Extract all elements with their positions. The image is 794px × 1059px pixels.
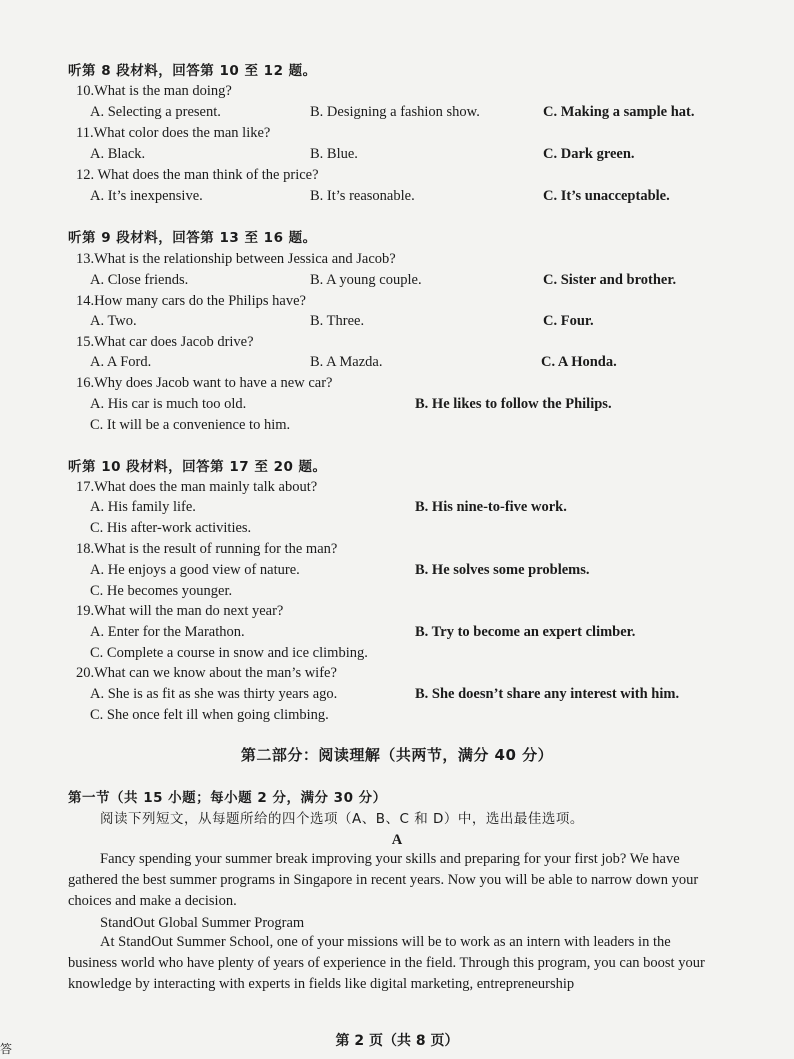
margin-mark: 答 — [0, 1042, 13, 1056]
q15-option-c: C. A Honda. — [541, 354, 617, 370]
question-11: 11.What color does the man like? — [76, 125, 271, 141]
question-15: 15.What car does Jacob drive? — [76, 334, 254, 350]
q11-option-a: A. Black. — [90, 146, 146, 162]
question-13: 13.What is the relationship between Jessica and Jacob? — [76, 251, 396, 267]
question-12: 12. What does the man think of the price? — [76, 167, 319, 183]
passage-paragraph-2 — [68, 932, 708, 995]
q16-option-c: C. It will be a convenience to him. — [90, 417, 291, 433]
q16-option-a: A. His car is much too old. — [90, 396, 247, 412]
q18-option-b: B. He solves some problems. — [415, 562, 590, 578]
q15-option-a: A. A Ford. — [90, 354, 152, 370]
question-19: 19.What will the man do next year? — [76, 603, 284, 619]
passage-paragraph-1 — [68, 849, 708, 912]
part-2-title: 第二部分：阅读理解（共两节，满分 40 分） — [240, 746, 554, 764]
section-1-header: 第一节（共 15 小题；每小题 2 分，满分 30 分） — [68, 790, 387, 806]
passage-label: A — [391, 832, 403, 848]
q15-option-b: B. A Mazda. — [310, 354, 383, 370]
section-10-header: 听第 10 段材料，回答第 17 至 20 题。 — [68, 459, 327, 475]
q20-option-c: C. She once felt ill when going climbing. — [90, 707, 329, 723]
q14-option-b: B. Three. — [310, 313, 365, 329]
q17-option-a: A. His family life. — [90, 499, 196, 515]
question-16: 16.Why does Jacob want to have a new car? — [76, 375, 333, 391]
question-20: 20.What can we know about the man’s wife? — [76, 665, 337, 681]
q10-option-b: B. Designing a fashion show. — [310, 104, 480, 120]
section-9-header: 听第 9 段材料，回答第 13 至 16 题。 — [68, 230, 317, 246]
question-18: 18.What is the result of running for the man? — [76, 541, 338, 557]
question-17: 17.What does the man mainly talk about? — [76, 479, 318, 495]
q14-option-c: C. Four. — [543, 313, 594, 329]
q13-option-a: A. Close friends. — [90, 272, 189, 288]
q12-option-c: C. It’s unacceptable. — [543, 188, 670, 204]
q19-option-a: A. Enter for the Marathon. — [90, 624, 245, 640]
q11-option-b: B. Blue. — [310, 146, 358, 162]
q11-option-c: C. Dark green. — [543, 146, 635, 162]
page-footer: 第 2 页（共 8 页） — [335, 1033, 459, 1049]
q20-option-b: B. She doesn’t share any interest with him. — [415, 686, 680, 702]
q19-option-b: B. Try to become an expert climber. — [415, 624, 636, 640]
passage-text-2: At StandOut Summer School, one of your missions will be to work as an intern with leaders in the business world who have plenty of years of experience in the field. Through this program, you can boost your knowledge by interacting with experts in fields like digital marketing, entrepreneurship — [68, 934, 705, 992]
q13-option-b: B. A young couple. — [310, 272, 422, 288]
q12-option-a: A. It’s inexpensive. — [90, 188, 203, 204]
q18-option-c: C. He becomes younger. — [90, 583, 233, 599]
q18-option-a: A. He enjoys a good view of nature. — [90, 562, 300, 578]
q17-option-b: B. His nine-to-five work. — [415, 499, 567, 515]
q10-option-c: C. Making a sample hat. — [543, 104, 695, 120]
q14-option-a: A. Two. — [90, 313, 137, 329]
section-8-header: 听第 8 段材料，回答第 10 至 12 题。 — [68, 63, 317, 79]
question-14: 14.How many cars do the Philips have? — [76, 293, 306, 309]
q20-option-a: A. She is as fit as she was thirty years ago. — [90, 686, 338, 702]
q16-option-b: B. He likes to follow the Philips. — [415, 396, 612, 412]
question-10: 10.What is the man doing? — [76, 83, 232, 99]
q10-option-a: A. Selecting a present. — [90, 104, 221, 120]
reading-instruction: 阅读下列短文，从每题所给的四个选项（A、B、C 和 D）中，选出最佳选项。 — [100, 811, 584, 827]
q12-option-b: B. It’s reasonable. — [310, 188, 415, 204]
passage-text-1: Fancy spending your summer break improving your skills and preparing for your first job? We have gathered the best summer programs in Singapore in recent years. Now you will be able to narrow down your choices and make a decision. — [68, 851, 699, 909]
program-name: StandOut Global Summer Program — [100, 915, 305, 931]
q17-option-c: C. His after-work activities. — [90, 520, 252, 536]
q19-option-c: C. Complete a course in snow and ice climbing. — [90, 645, 368, 661]
q13-option-c: C. Sister and brother. — [543, 272, 677, 288]
